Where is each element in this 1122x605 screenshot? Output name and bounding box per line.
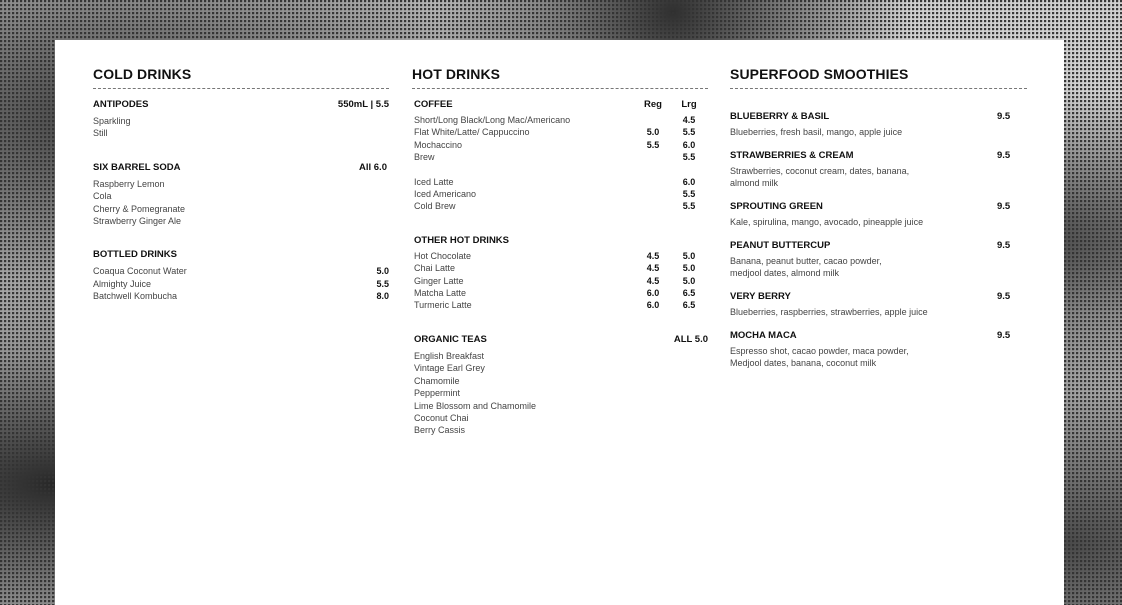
list-item: Strawberry Ginger Ale: [93, 216, 182, 227]
list-item: Mochaccino 5.5 6.0: [414, 139, 696, 150]
smoothie-price: 9.5: [997, 330, 1011, 341]
list-item: Iced Latte 6.0: [414, 176, 696, 187]
list-item: Hot Chocolate 4.5 5.0: [414, 250, 696, 261]
section-name: SIX BARREL SODA: [93, 161, 181, 173]
smoothie-item: [730, 111, 1027, 138]
smoothie-desc: Blueberries, raspberries, strawberries, apple juice: [730, 307, 928, 317]
smoothie-item: [730, 330, 1027, 369]
list-item: English Breakfast: [414, 350, 485, 361]
bottled-drinks-section: [93, 249, 389, 302]
section-price: ALL 5.0: [673, 333, 708, 345]
list-item: Coaqua Coconut Water 5.0: [93, 266, 389, 277]
smoothie-item: [730, 150, 1027, 189]
smoothie-price: 9.5: [997, 240, 1011, 251]
list-item: Chamomile: [414, 375, 460, 386]
section-name: ORGANIC TEAS: [414, 333, 487, 345]
list-item: Peppermint: [414, 388, 461, 399]
list-item: Ginger Latte 4.5 5.0: [414, 275, 696, 286]
smoothie-price: 9.5: [997, 111, 1011, 122]
smoothie-desc: Blueberries, fresh basil, mango, apple juice: [730, 127, 903, 137]
section-name: ANTIPODES: [93, 99, 149, 110]
smoothie-name: PEANUT BUTTERCUP: [730, 240, 831, 251]
smoothie-item: [730, 291, 1027, 318]
section-price: All 6.0: [359, 161, 387, 173]
list-item: Short/Long Black/Long Mac/Americano 4.5: [414, 115, 696, 125]
smoothies-column: [730, 66, 1027, 381]
list-item: Almighty Juice 5.5: [93, 278, 389, 289]
smoothie-desc: Banana, peanut butter, cacao powder, medjool dates, almond milk: [730, 256, 882, 278]
smoothie-name: BLUEBERRY & BASIL: [730, 111, 830, 122]
smoothies-title: SUPERFOOD SMOOTHIES: [730, 66, 1027, 89]
smoothie-price: 9.5: [997, 150, 1011, 161]
antipodes-section: [93, 99, 389, 140]
teas-header: [412, 334, 708, 345]
coffee-header: [412, 99, 708, 110]
list-item: Batchwell Kombucha 8.0: [93, 291, 389, 302]
list-item: Cola: [93, 191, 112, 202]
organic-teas-section: [412, 334, 708, 437]
list-item: Turmeric Latte 6.0 6.5: [414, 300, 696, 311]
spacer: [412, 164, 708, 176]
section-name: OTHER HOT DRINKS: [414, 234, 509, 246]
section-name: BOTTLED DRINKS: [93, 249, 177, 261]
other-hot-drinks-section: [412, 235, 708, 312]
six-barrel-soda-section: [93, 162, 389, 228]
lrg-header: Lrg: [681, 99, 697, 110]
list-item: Flat White/Latte/ Cappuccino 5.0 5.5: [414, 127, 696, 138]
smoothie-desc: Strawberries, coconut cream, dates, banana, almond milk: [730, 166, 910, 188]
list-item: Cold Brew 5.5: [414, 201, 696, 212]
list-item: Sparkling: [93, 116, 131, 126]
smoothie-item: [730, 240, 1027, 279]
list-item: Brew 5.5: [414, 152, 696, 163]
list-item: Chai Latte 4.5 5.0: [414, 263, 696, 274]
list-item: Cherry & Pomegranate: [93, 203, 186, 214]
smoothie-name: VERY BERRY: [730, 291, 791, 302]
hot-drinks-column: [412, 66, 708, 459]
menu-page: [55, 40, 1064, 605]
smoothie-name: SPROUTING GREEN: [730, 201, 823, 212]
list-item: Raspberry Lemon: [93, 178, 165, 189]
reg-header: Reg: [644, 99, 662, 110]
smoothie-name: MOCHA MACA: [730, 330, 797, 341]
soda-header: [93, 162, 389, 173]
coffee-section: [412, 99, 708, 213]
list-item: Vintage Earl Grey: [414, 363, 485, 374]
list-item: Matcha Latte 6.0 6.5: [414, 288, 696, 299]
list-item: Coconut Chai: [414, 412, 469, 423]
section-name: COFFEE: [414, 99, 453, 110]
smoothie-item: [730, 201, 1027, 228]
smoothie-desc: Espresso shot, cacao powder, maca powder, Medjool dates, banana, coconut milk: [730, 346, 909, 368]
antipodes-header: [93, 99, 389, 110]
list-item: Iced Americano 5.5: [414, 189, 696, 200]
list-item: Berry Cassis: [414, 425, 466, 436]
other-hot-header: [412, 235, 708, 246]
hot-drinks-title: HOT DRINKS: [412, 66, 708, 89]
smoothie-price: 9.5: [997, 291, 1011, 302]
smoothie-desc: Kale, spirulina, mango, avocado, pineapple juice: [730, 217, 924, 227]
smoothie-price: 9.5: [997, 201, 1011, 212]
cold-drinks-title: COLD DRINKS: [93, 66, 389, 89]
bottled-header: [93, 249, 389, 260]
smoothie-name: STRAWBERRIES & CREAM: [730, 150, 854, 161]
section-price: 550mL | 5.5: [337, 99, 389, 110]
list-item: Still: [93, 128, 108, 139]
cold-drinks-column: [93, 66, 389, 325]
list-item: Lime Blossom and Chamomile: [414, 400, 537, 411]
